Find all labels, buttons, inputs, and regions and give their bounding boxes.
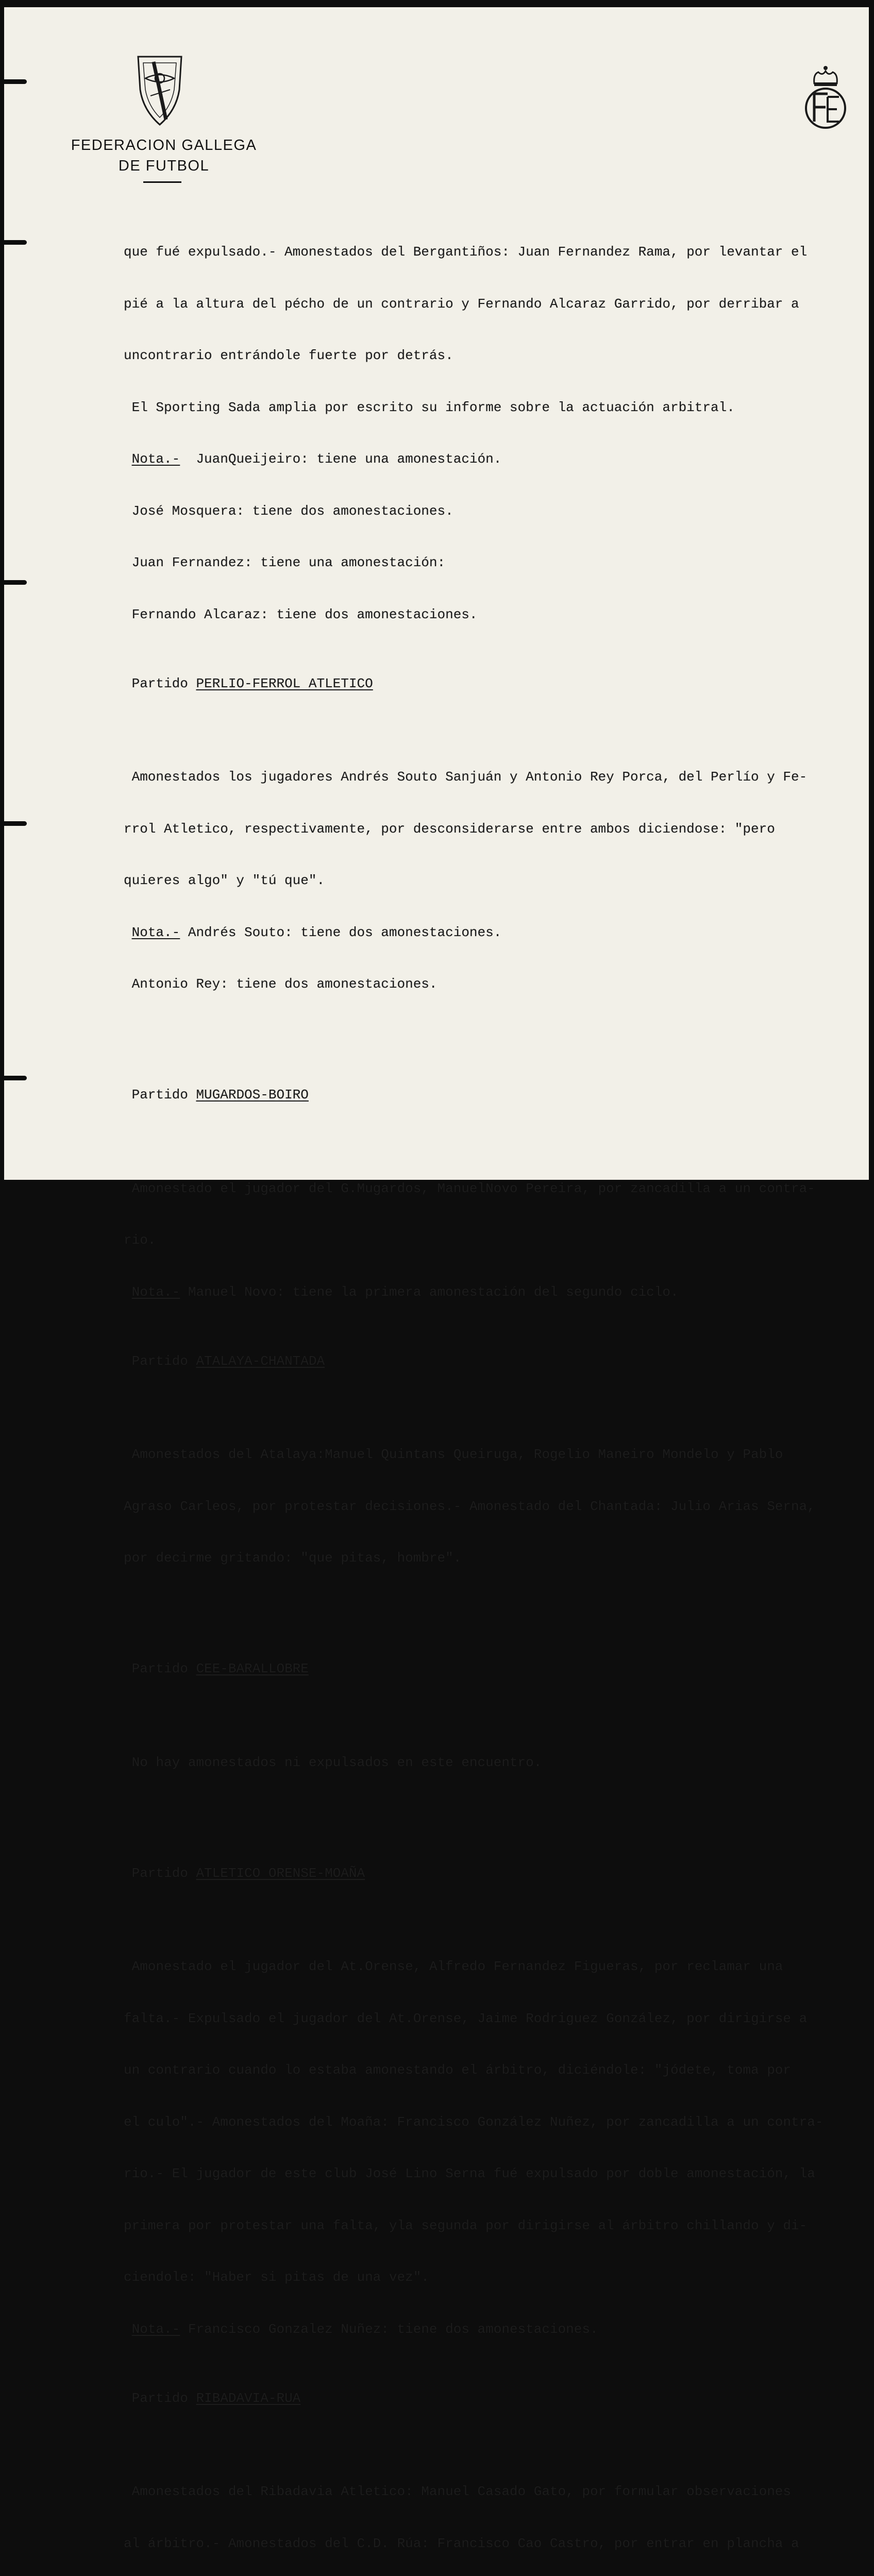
text-line: que fué expulsado.- Amonestados del Bergantiños: Juan Fernandez Rama, por levantar el — [124, 244, 808, 260]
match-prefix: Partido — [124, 1353, 196, 1369]
text-line: un contrario cuando lo estaba amonestando el árbitro, diciéndole: "jódete, toma por — [124, 2062, 792, 2078]
match-heading — [124, 675, 866, 693]
binder-hole — [4, 821, 27, 826]
text-line: rio.- El jugador de este club José Lino Serna fué expulsado por doble amonestación, la — [124, 2166, 815, 2181]
text-line: al árbitro.- Amonestados del C.D. Rúa: Francisco Cao Castro, por entrar en plancha a — [124, 2535, 799, 2551]
text-line: Amonestado el jugador del G.Mugardos, ManuelNovo Pereira, por zancadilla a un contra- — [124, 1180, 815, 1196]
match-teams: PERLIO-FERROL ATLETICO — [196, 675, 373, 691]
match-heading — [124, 1660, 866, 1678]
royal-spanish-federation-crown-emblem-icon — [803, 64, 848, 131]
nota-line: Fernando Alcaraz: tiene dos amonestaciones. — [124, 606, 478, 622]
match-heading — [124, 1353, 866, 1370]
header-rule — [143, 181, 181, 183]
match-teams: MUGARDOS-BOIRO — [196, 1087, 309, 1103]
binder-hole — [4, 79, 27, 84]
text-line: pié a la altura del pécho de un contrario y Fernando Alcaraz Garrido, por derribar a — [124, 296, 799, 312]
text-line: Agraso Carleos, por protestar decisiones.- Amonestado del Chantada: Julio Arias Serna, — [124, 1498, 815, 1514]
text-line: Amonestado el jugador del At.Orense, Alfredo Fernandez Figueras, por reclamar una — [124, 1959, 783, 1974]
match-prefix: Partido — [124, 675, 196, 691]
match-teams: ATALAYA-CHANTADA — [196, 1353, 325, 1369]
galician-federation-shield-icon — [136, 53, 183, 127]
text-line: Amonestados los jugadores Andrés Souto Sanjuán y Antonio Rey Porca, del Perlío y Fe- — [124, 769, 808, 785]
nota-line: José Mosquera: tiene dos amonestaciones. — [124, 503, 453, 519]
federation-name — [56, 135, 272, 176]
nota-line: Juan Fernandez: tiene una amonestación: — [124, 555, 446, 570]
text-line: ciendole: "Haber si pitas de una vez". — [124, 2269, 429, 2285]
nota-label: Nota.- — [131, 2321, 180, 2337]
text-line: rrol Atletico, respectivamente, por desconsiderarse entre ambos diciendose: "pero — [124, 821, 775, 837]
match-teams: CEE-BARALLOBRE — [196, 1661, 309, 1676]
text-line: rio. — [124, 1232, 156, 1248]
text-line: quieres algo" y "tú que". — [124, 873, 325, 888]
match-heading — [124, 2390, 866, 2408]
text-line: el culo".- Amonestados del Moaña: Francisco González Nuñez, por zancadilla a un contra- — [124, 2114, 823, 2130]
match-heading — [124, 1865, 866, 1883]
text-line: uncontrario entrándole fuerte por detrás. — [124, 348, 453, 363]
document-page — [4, 7, 869, 2551]
text-line: Amonestados del Atalaya:Manuel Quintans Queiruga, Rogelio Maneiro Mondelo y Pablo — [124, 1447, 783, 1462]
nota-line — [124, 451, 866, 468]
nota-label: Nota.- — [131, 924, 180, 940]
binder-hole — [4, 240, 27, 245]
text-line: El Sporting Sada amplia por escrito su informe sobre la actuación arbitral. — [124, 399, 735, 415]
text-line: falta.- Expulsado el jugador del At.Orense, Jaime Rodriguez González, por dirigirse a — [124, 2010, 808, 2026]
text-line: por decirme gritando: "que pitas, hombre". — [124, 1550, 462, 1566]
federation-name-line2: DE FUTBOL — [118, 158, 210, 174]
nota-text: Manuel Novo: tiene la primera amonestación del segundo ciclo. — [180, 1284, 679, 1300]
nota-label: Nota.- — [131, 451, 180, 467]
text-line: Amonestados del Ribadavia Atletico: Manuel Casado Gato, por formular observaciones — [124, 2484, 792, 2499]
match-heading — [124, 1087, 866, 1104]
match-teams: RIBADAVIA-RUA — [196, 2390, 301, 2406]
nota-label: Nota.- — [131, 1284, 180, 1300]
nota-line: Antonio Rey: tiene dos amonestaciones. — [124, 976, 438, 992]
match-prefix: Partido — [124, 1661, 196, 1676]
nota-text: Andrés Souto: tiene dos amonestaciones. — [180, 924, 502, 940]
nota-line — [124, 924, 866, 942]
document-body — [124, 209, 866, 2576]
text-line: primera por protestar una falta, yla segunda por dirigirse al árbitro chillando y di- — [124, 2217, 808, 2233]
nota-text: JuanQueijeiro: tiene una amonestación. — [180, 451, 502, 467]
federation-name-line1: FEDERACION GALLEGA — [71, 137, 257, 154]
nota-line — [124, 2321, 866, 2338]
binder-hole — [4, 1076, 27, 1080]
match-prefix: Partido — [124, 1087, 196, 1103]
nota-line — [124, 1284, 866, 1301]
match-prefix: Partido — [124, 1865, 196, 1881]
nota-text: Francisco Gonzalez Nuñez: tiene dos amonestaciones. — [180, 2321, 598, 2337]
binder-hole — [4, 580, 27, 585]
match-prefix: Partido — [124, 2390, 196, 2406]
text-line: No hay amonestados ni expulsados en este encuentro. — [124, 1754, 542, 1770]
match-teams: ATLETICO ORENSE-MOAÑA — [196, 1865, 365, 1881]
